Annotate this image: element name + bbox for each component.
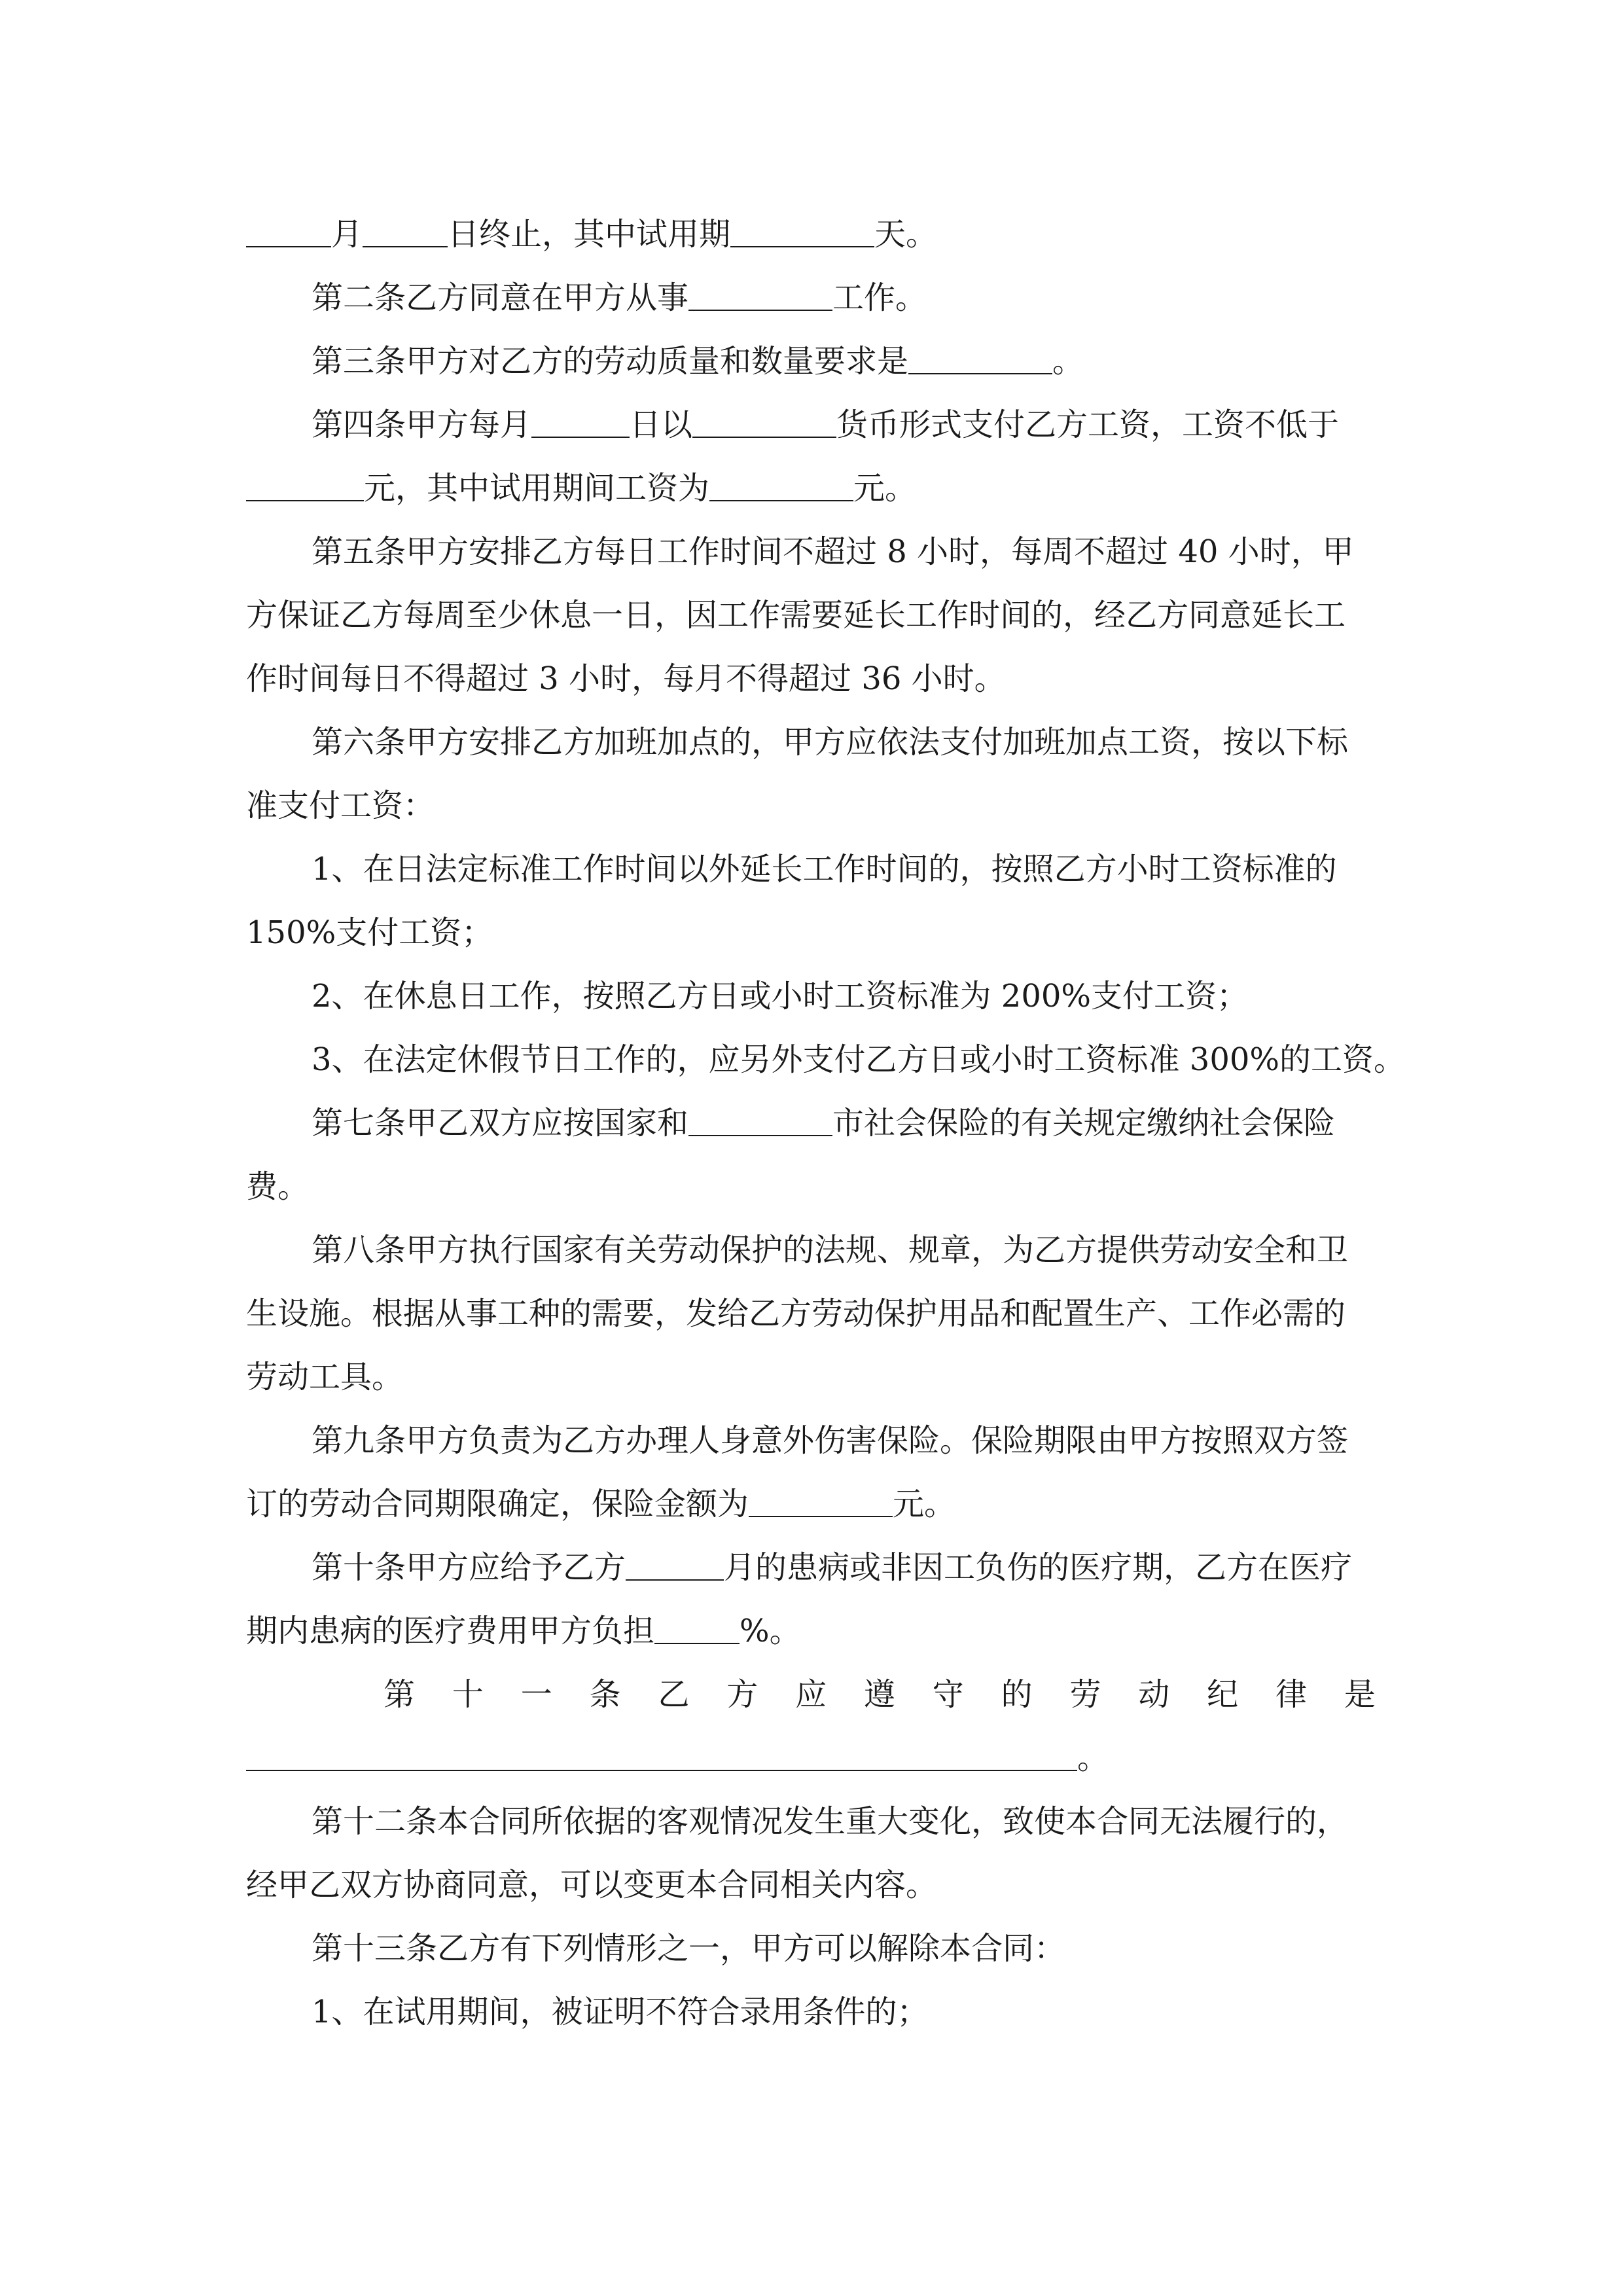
article-4: 第四条甲方每月 日以 货币形式支付乙方工资，工资不低于 xyxy=(312,406,1340,443)
contract-body xyxy=(246,203,1406,2044)
article-7-cont: 费。 xyxy=(246,1168,310,1205)
article-8-cont: 生设施。根据从事工种的需要，发给乙方劳动保护用品和配置生产、工作必需的 xyxy=(246,1295,1346,1332)
blank-field xyxy=(654,1617,740,1644)
blank-field xyxy=(246,474,364,501)
article-5: 第五条甲方安排乙方每日工作时间不超过 8 小时，每周不超过 40 小时，甲 xyxy=(312,533,1354,570)
article-6-item-1: 1、在日法定标准工作时间以外延长工作时间的，按照乙方小时工资标准的 xyxy=(312,851,1337,888)
article-12: 第十二条本合同所依据的客观情况发生重大变化，致使本合同无法履行的， xyxy=(312,1803,1349,1840)
article-9-cont: 订的劳动合同期限确定，保险金额为 元。 xyxy=(246,1486,956,1522)
blank-field xyxy=(531,410,630,438)
article-11: 第 十 一 条 乙 方 应 遵 守 的 劳 动 纪 律 是 xyxy=(383,1676,1376,1713)
article-8: 第八条甲方执行国家有关劳动保护的法规、规章，为乙方提供劳动安全和卫 xyxy=(312,1232,1349,1268)
blank-field xyxy=(709,474,853,501)
article-5-cont: 作时间每日不得超过 3 小时，每月不得超过 36 小时。 xyxy=(246,660,1006,697)
article-11-cont: 。 xyxy=(246,1727,1378,1790)
article-6: 第六条甲方安排乙方加班加点的，甲方应依法支付加班加点工资，按以下标 xyxy=(312,724,1349,761)
blank-field xyxy=(692,410,836,438)
article-8-cont: 劳动工具。 xyxy=(246,1359,404,1395)
blank-field xyxy=(246,1742,1077,1771)
article-10: 第十条甲方应给予乙方 月的患病或非因工负伤的医疗期，乙方在医疗 xyxy=(312,1549,1353,1586)
blank-field xyxy=(626,1553,724,1581)
blank-field xyxy=(688,1109,832,1136)
blank-field xyxy=(730,220,874,247)
article-6-item-1-cont: 150%支付工资； xyxy=(246,914,493,951)
article-3: 第三条甲方对乙方的劳动质量和数量要求是 。 xyxy=(312,343,1084,380)
article-10-cont: 期内患病的医疗费用甲方负担 %。 xyxy=(246,1613,801,1649)
blank-field xyxy=(246,220,331,247)
article-5-cont: 方保证乙方每周至少休息一日，因工作需要延长工作时间的，经乙方同意延长工 xyxy=(246,597,1346,634)
article-4-cont: 元，其中试用期间工资为 元。 xyxy=(246,457,1378,520)
line-1: 月 日终止，其中试用期 天。 xyxy=(246,203,1378,266)
article-6-item-3: 3、在法定休假节日工作的，应另外支付乙方日或小时工资标准 300%的工资。 xyxy=(312,1041,1406,1078)
article-13-item-1: 1、在试用期间，被证明不符合录用条件的； xyxy=(312,1994,929,2030)
article-13: 第十三条乙方有下列情形之一，甲方可以解除本合同： xyxy=(312,1930,1066,1967)
blank-field xyxy=(363,220,448,247)
blank-field xyxy=(749,1490,893,1517)
article-6-cont: 准支付工资： xyxy=(246,787,435,824)
article-9: 第九条甲方负责为乙方办理人身意外伤害保险。保险期限由甲方按照双方签 xyxy=(312,1422,1349,1459)
blank-field xyxy=(688,283,832,311)
article-12-cont: 经甲乙双方协商同意，可以变更本合同相关内容。 xyxy=(246,1867,938,1903)
blank-field xyxy=(908,347,1052,374)
article-2: 第二条乙方同意在甲方从事 工作。 xyxy=(312,279,927,316)
article-7: 第七条甲乙双方应按国家和 市社会保险的有关规定缴纳社会保险 xyxy=(312,1105,1336,1141)
article-6-item-2: 2、在休息日工作，按照乙方日或小时工资标准为 200%支付工资； xyxy=(312,978,1249,1014)
